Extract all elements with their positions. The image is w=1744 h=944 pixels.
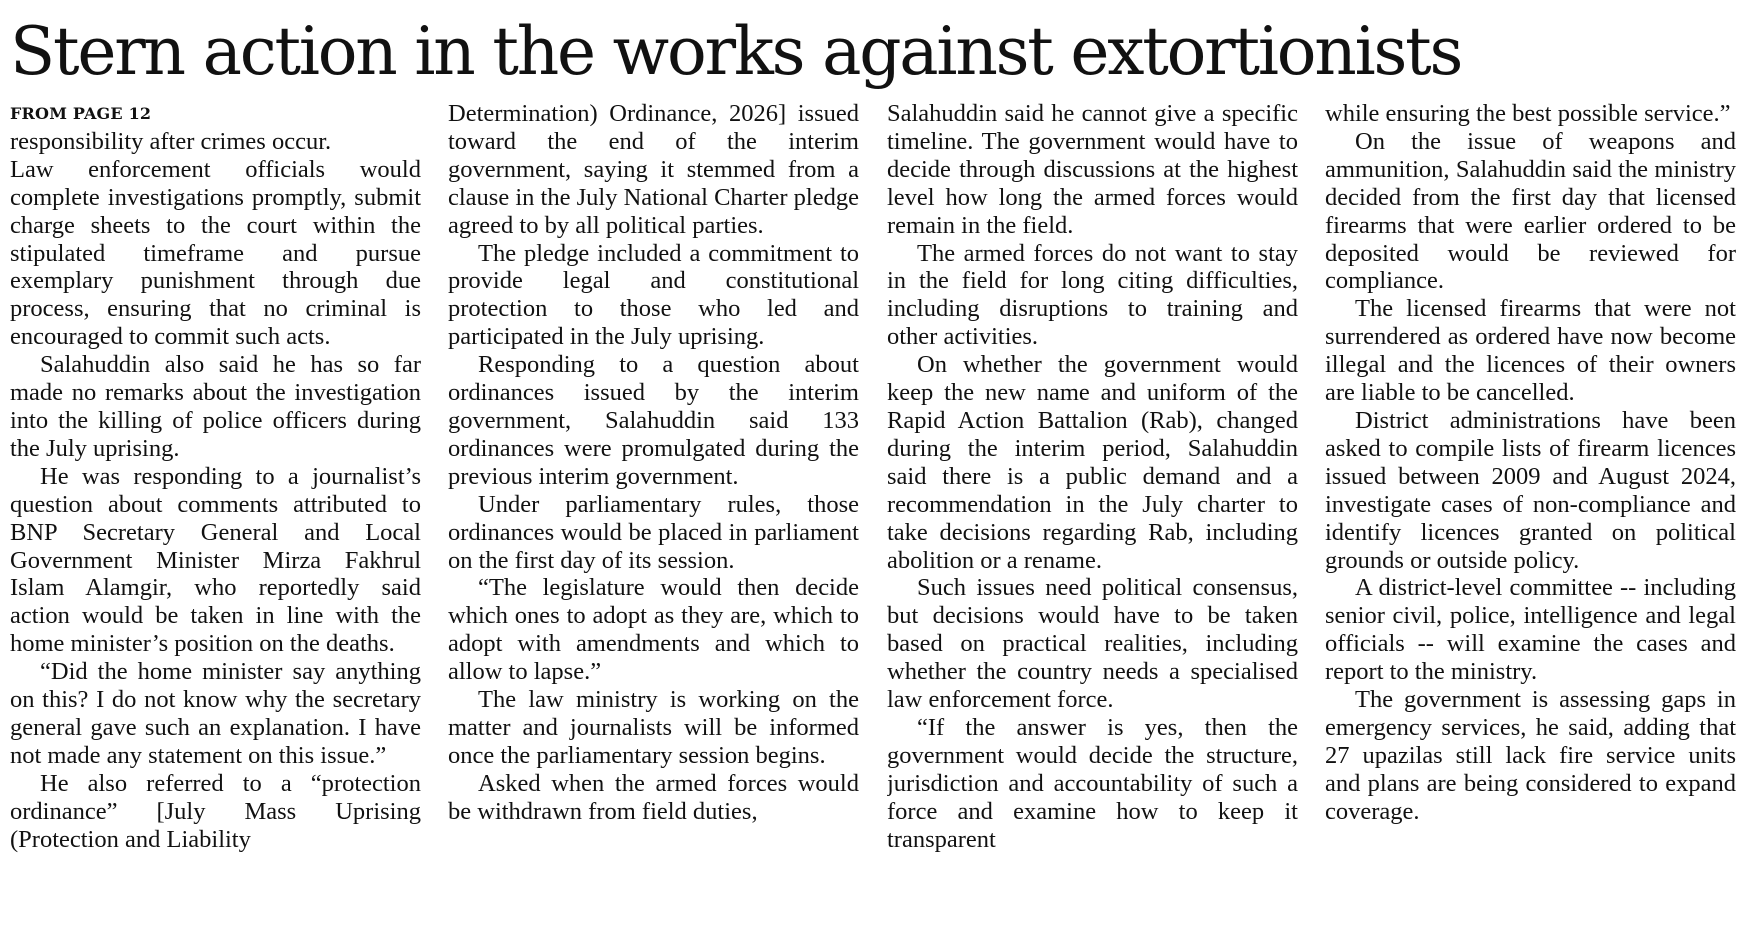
paragraph: “The legislature would then decide which ones to adopt as they are, which to adopt with amendments and which to allow to lapse.” (448, 574, 859, 686)
paragraph: Salahuddin also said he has so far made no remarks about the investigation into the killing of police officers during the July uprising. (10, 351, 421, 462)
paragraph: The armed forces do not want to stay in the field for long citing difficulties, including disruptions to training and other activities. (887, 239, 1298, 351)
paragraph: Under parliamentary rules, those ordinances would be placed in parliament on the first day of its session. (448, 490, 859, 574)
paragraph: Law enforcement officials would complete investigations promptly, submit charge sheets to the court within the stipulated timeframe and pursue exemplary punishment through due process, ensuring that no criminal is encouraged to commit such acts. (10, 155, 421, 351)
paragraph: “If the answer is yes, then the government would decide the structure, jurisdiction and accountability of such a force and examine how to keep it transparent (887, 713, 1298, 853)
paragraph: He was responding to a journalist’s question about comments attributed to BNP Secretary General and Local Government Minister Mirza Fakhrul Islam Alamgir, who reportedly said action would be taken in line with the home minister’s position on the deaths. (10, 462, 421, 658)
paragraph: Asked when the armed forces would be withdrawn from field duties, (448, 769, 859, 825)
article-column-1 (10, 100, 421, 938)
paragraph: District administrations have been asked to compile lists of firearm licences issued between 2009 and August 2024, investigate cases of non-compliance and identify licences granted on political grounds or outside policy. (1325, 406, 1736, 574)
paragraph: The pledge included a commitment to provide legal and constitutional protection to those who led and participated in the July uprising. (448, 239, 859, 351)
article-column-3 (887, 100, 1298, 938)
paragraph: Responding to a question about ordinances issued by the interim government, Salahuddin said 133 ordinances were promulgated during the previous interim government. (448, 351, 859, 490)
paragraph: On whether the government would keep the new name and uniform of the Rapid Action Battalion (Rab), changed during the interim period, Salahuddin said there is a public demand and a recommendation in the July charter to take decisions regarding Rab, including abolition or a rename. (887, 351, 1298, 574)
paragraph: A district-level committee -- including senior civil, police, intelligence and legal officials -- will examine the cases and report to the ministry. (1325, 574, 1736, 686)
paragraph: Determination) Ordinance, 2026] issued toward the end of the interim government, saying it stemmed from a clause in the July National Charter pledge agreed to by all political parties. (448, 100, 859, 239)
paragraph: Such issues need political consensus, but decisions would have to be taken based on practical realities, including whether the country needs a specialised law enforcement force. (887, 574, 1298, 714)
paragraph: responsibility after crimes occur. (10, 127, 332, 155)
paragraph: Salahuddin said he cannot give a specific timeline. The government would have to decide through discussions at the highest level how long the armed forces would remain in the field. (887, 100, 1298, 239)
article-headline: Stern action in the works against extortionists (10, 13, 1462, 90)
article-column-4 (1325, 100, 1736, 938)
paragraph: while ensuring the best possible service.” (1325, 100, 1731, 127)
paragraph: On the issue of weapons and ammunition, Salahuddin said the ministry decided from the first day that licensed firearms that were earlier ordered to be deposited would be reviewed for compliance. (1325, 127, 1736, 295)
paragraph: The government is assessing gaps in emergency services, he said, adding that 27 upazilas still lack fire service units and plans are being considered to expand coverage. (1325, 686, 1736, 825)
article-column-2 (448, 100, 859, 938)
paragraph: “Did the home minister say anything on this? I do not know why the secretary general gave such an explanation. I have not made any statement on this issue.” (10, 658, 421, 769)
dateline: FROM PAGE 12 (10, 104, 152, 123)
paragraph: The licensed firearms that were not surrendered as ordered have now become illegal and the licences of their owners are liable to be cancelled. (1325, 295, 1736, 407)
paragraph: He also referred to a “protection ordinance” [July Mass Uprising (Protection and Liability (10, 769, 421, 853)
paragraph: The law ministry is working on the matter and journalists will be informed once the parliamentary session begins. (448, 686, 859, 769)
